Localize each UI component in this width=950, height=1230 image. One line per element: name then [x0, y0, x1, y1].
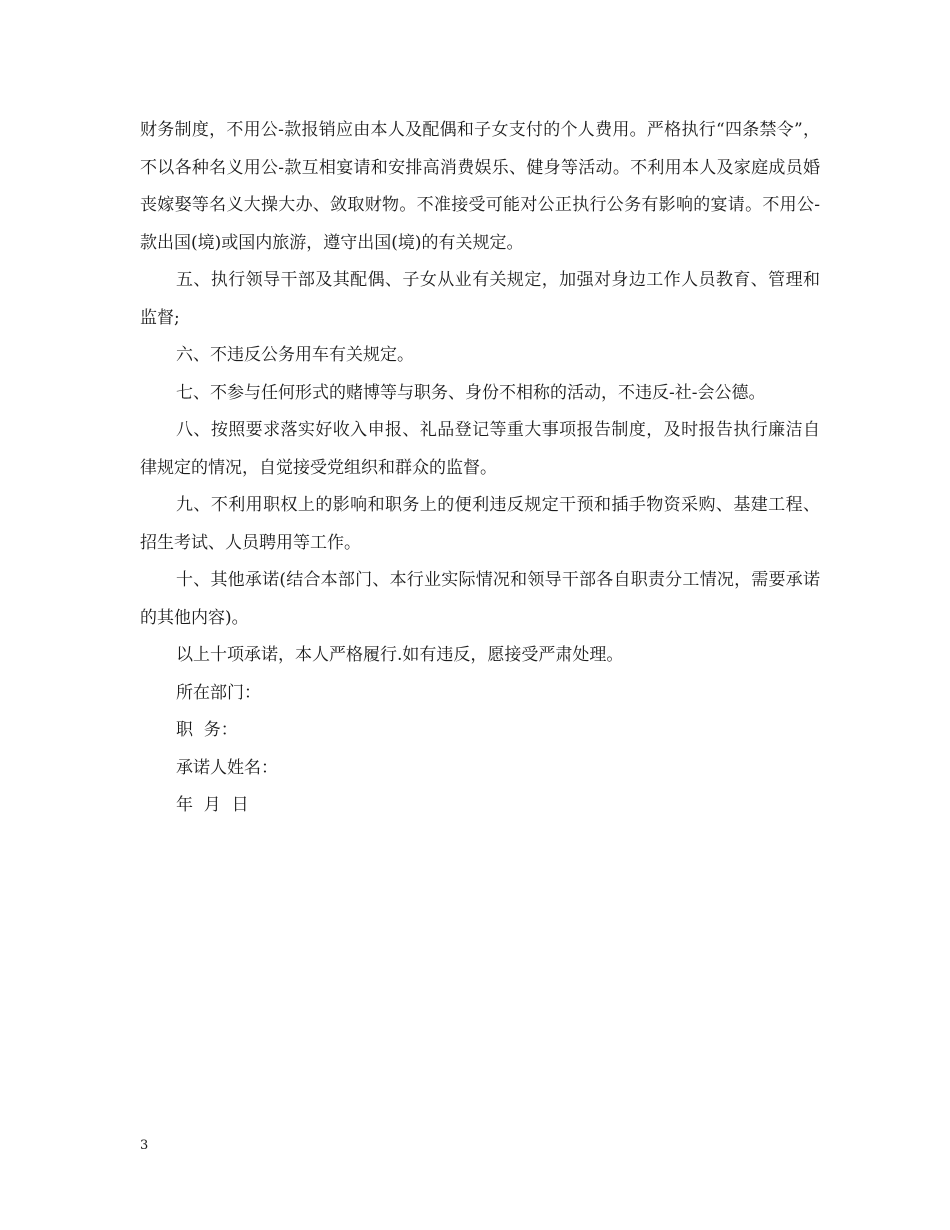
position-label: 职 务： — [176, 720, 238, 740]
document-body — [140, 112, 820, 825]
page-number: 3 — [140, 1138, 149, 1153]
paragraph-item-6: 六、不违反公务用车有关规定。 — [176, 345, 414, 365]
paragraph-item-5: 五、执行领导干部及其配偶、子女从业有关规定，加强对身边工作人员教育、管理和监督; — [140, 270, 820, 328]
paragraph-item-8: 八、按照要求落实好收入申报、礼品登记等重大事项报告制度，及时报告执行廉洁自律规定的情况，自觉接受党组织和群众的监督。 — [140, 420, 820, 478]
paragraph-item-10: 十、其他承诺(结合本部门、本行业实际情况和领导干部各自职责分工情况，需要承诺的其他内容)。 — [140, 570, 820, 628]
department-label: 所在部门： — [176, 682, 261, 703]
paragraph-closing: 以上十项承诺，本人严格履行.如有违反，愿接受严肃处理。 — [176, 645, 624, 665]
date-label: 年 月 日 — [176, 795, 249, 815]
paragraph-continuation: 财务制度，不用公-款报销应由本人及配偶和子女支付的个人费用。严格执行“四条禁令”，不以各种名义用公-款互相宴请和安排高消费娱乐、健身等活动。不利用本人及家庭成员婚丧嫁娶等名义大操大办、敛取财物。不准接受可能对公正执行公务有影响的宴请。不用公-款出国(境)或国内旅游，遵守出国(境)的有关规定。 — [140, 120, 820, 253]
paragraph-item-7: 七、不参与任何形式的赌博等与职务、身份不相称的活动，不违反-社-会公德。 — [176, 382, 766, 403]
paragraph-item-9: 九、不利用职权上的影响和职务上的便利违反规定干预和插手物资采购、基建工程、招生考试、人员聘用等工作。 — [140, 495, 820, 553]
signer-name-label: 承诺人姓名： — [176, 757, 278, 778]
